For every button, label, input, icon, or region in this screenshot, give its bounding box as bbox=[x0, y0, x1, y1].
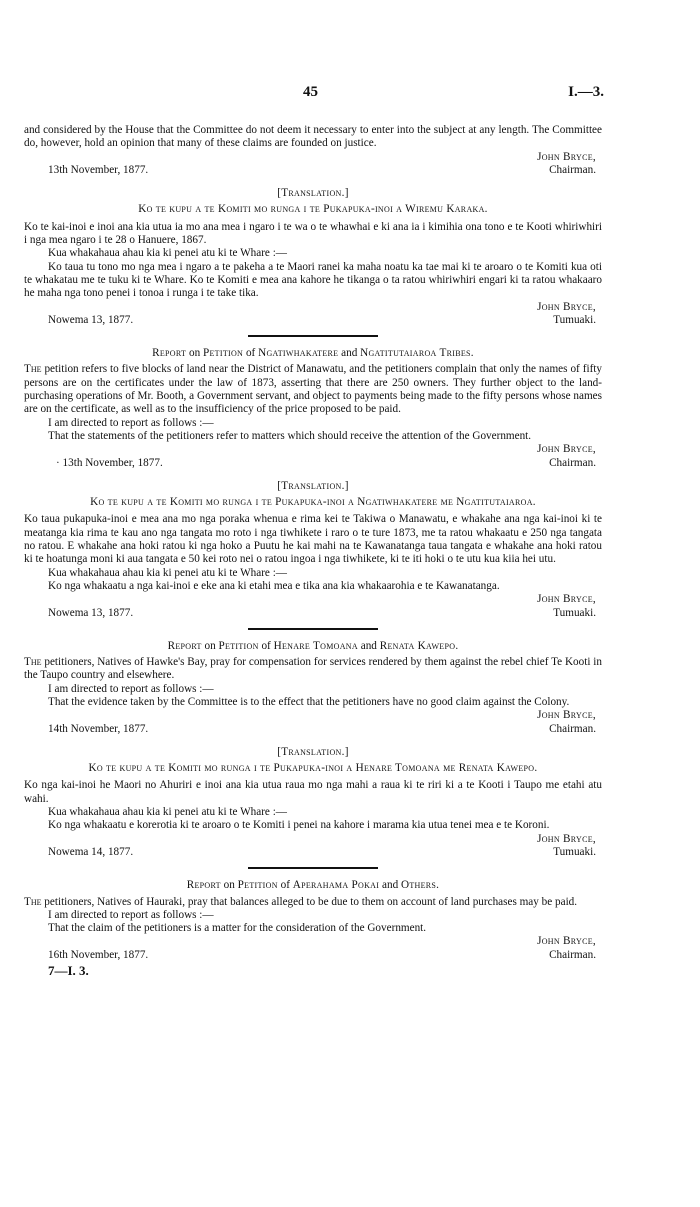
heading-names: Ngatitutaiaroa Tribes. bbox=[360, 347, 474, 360]
signer-name: John Bryce, bbox=[537, 832, 596, 845]
paragraph: Kua whakahaua ahau kia ki penei atu ki te Whare :— bbox=[48, 806, 287, 819]
date: 14th November, 1877. bbox=[48, 722, 149, 735]
heading-word: of bbox=[280, 879, 290, 892]
date-line bbox=[24, 607, 602, 620]
signature-block bbox=[24, 935, 602, 948]
signature-block bbox=[24, 301, 602, 314]
date-line bbox=[24, 723, 602, 736]
paragraph bbox=[24, 896, 602, 909]
signer-role: Chairman. bbox=[549, 456, 596, 469]
section-divider bbox=[248, 867, 378, 869]
paragraph bbox=[24, 656, 602, 683]
document-reference: I.—3. bbox=[568, 84, 604, 100]
heading-word: of bbox=[245, 347, 256, 360]
signer-name: John Bryce, bbox=[537, 443, 596, 456]
signer-name: John Bryce, bbox=[537, 593, 596, 606]
heading-word: Report bbox=[152, 347, 187, 360]
signer-role: Tumuaki. bbox=[553, 606, 596, 619]
date-line bbox=[24, 164, 602, 177]
paragraph: Ko te kai-inoi e inoi ana kia utua ia mo ana mea i ngaro i te wa o te whawhai e ki ana ia i kimihia ona tono e te Kooti whiriwhiri i nga mea ngaro i te 28 o Hanuere, 1867. bbox=[24, 220, 602, 247]
heading-word: Report bbox=[167, 639, 202, 652]
paragraph: I am directed to report as follows :— bbox=[48, 416, 214, 429]
date: 16th November, 1877. bbox=[48, 948, 149, 961]
paragraph-text: petitioners, Natives of Hauraki, pray that balances alleged to be due to them on account of land purchases may be paid. bbox=[41, 895, 578, 908]
heading-names: Renata Kawepo. bbox=[379, 639, 459, 652]
section-heading: Ko te kupu a te Komiti mo runga i te Pukapuka-inoi a Wiremu Karaka. bbox=[138, 203, 488, 216]
heading-names: Henare Tomoana bbox=[273, 639, 358, 652]
heading-word: on bbox=[204, 639, 216, 652]
date-line bbox=[24, 949, 602, 962]
paragraph: Ko nga kai-inoi he Maori no Ahuriri e inoi ana kia utua raua mo nga mahi a raua ki te riri ki a te Kooti i Taupo me etahi atu wahi. bbox=[24, 779, 602, 805]
lead-word: The bbox=[24, 363, 42, 376]
paragraph: I am directed to report as follows :— bbox=[48, 682, 214, 695]
signature-block bbox=[24, 709, 602, 722]
signer-role: Chairman. bbox=[549, 948, 596, 961]
date: Nowema 14, 1877. bbox=[48, 845, 134, 858]
signature-mark: 7—I. 3. bbox=[48, 963, 89, 979]
lead-word: The bbox=[24, 895, 42, 908]
translation-label: [Translation.] bbox=[277, 479, 349, 492]
paragraph: Ko nga whakaatu e korerotia ki te aroaro o te Komiti i penei na kahore i marama kia utua tenei mea e te Koroni. bbox=[48, 819, 550, 832]
section-heading bbox=[24, 879, 602, 892]
date-line bbox=[24, 314, 602, 327]
date: Nowema 13, 1877. bbox=[48, 606, 134, 619]
paragraph bbox=[24, 363, 602, 416]
paragraph-text: petition refers to five blocks of land near the District of Manawatu, and the petitioners complain that only the names of fifty persons are on the certificates under the law of 1873, asserting that there are 250 owners. They further object to the land-purchasing operations of Mr. Booth, a Government servant, and object to payments being made to the fifty persons whose names are on the certificate, as well as to the insufficiency of the price proposed to be paid. bbox=[24, 363, 602, 416]
heading-names: Ngatiwhakatere bbox=[258, 347, 339, 360]
signer-name: John Bryce, bbox=[537, 300, 596, 313]
section-heading: Ko te kupu a te Komiti mo runga i te Pukapuka-inoi a Ngatiwhakatere me Ngatitutaiaroa. bbox=[90, 496, 536, 509]
translation-label: [Translation.] bbox=[277, 187, 349, 200]
signer-role: Tumuaki. bbox=[553, 845, 596, 858]
heading-word: Report bbox=[186, 879, 221, 892]
translation-label: [Translation.] bbox=[277, 745, 349, 758]
heading-names: Aperahama Pokai bbox=[292, 879, 380, 892]
heading-word: Petition bbox=[202, 347, 244, 360]
paragraph: Ko taua tu tono mo nga mea i ngaro a te pakeha a te Maori ranei ka maha noatu ka tae mai ki te aroaro o te Komiti kua oti te whakatau me te tuku ki te Whare. Ko te Komiti e mea ana kahore he tikanga o ta ratou whiriwhiri engari ki ta ratou whakaaro he maha nga tono penei i tonoa i runga i te take tika. bbox=[24, 260, 602, 300]
signer-role: Chairman. bbox=[549, 722, 596, 735]
paragraph: That the evidence taken by the Committee is to the effect that the petitioners have no good claim against the Colony. bbox=[48, 695, 570, 708]
section-divider bbox=[248, 628, 378, 630]
signature-block bbox=[24, 833, 602, 846]
signer-name: John Bryce, bbox=[537, 935, 596, 948]
signature-block bbox=[24, 593, 602, 606]
paragraph: That the statements of the petitioners refer to matters which should receive the attention of the Government. bbox=[48, 429, 532, 442]
page-number: 45 bbox=[303, 84, 318, 100]
paragraph: Ko nga whakaatu a nga kai-inoi e eke ana ki etahi mea e tika ana kia whakaarohia e te Kawanatanga. bbox=[48, 579, 500, 592]
date: Nowema 13, 1877. bbox=[48, 313, 134, 326]
paragraph-text: petitioners, Natives of Hawke's Bay, pray for compensation for services rendered by them against the rebel chief Te Kooti in the Taupo country and elsewhere. bbox=[24, 656, 602, 682]
date: · 13th November, 1877. bbox=[56, 456, 163, 469]
signer-role: Tumuaki. bbox=[553, 313, 596, 326]
date-line bbox=[24, 846, 602, 859]
section-heading bbox=[24, 640, 602, 653]
lead-word: The bbox=[24, 656, 42, 669]
heading-word: on bbox=[188, 347, 201, 360]
heading-names: Others. bbox=[400, 879, 440, 892]
date: 13th November, 1877. bbox=[48, 163, 149, 176]
heading-word: Petition bbox=[237, 879, 278, 892]
heading-word: on bbox=[223, 879, 235, 892]
paragraph: Kua whakahaua ahau kia ki penei atu ki te Whare :— bbox=[48, 247, 287, 260]
date-line bbox=[24, 457, 602, 470]
heading-word: of bbox=[261, 639, 271, 652]
document-page bbox=[24, 124, 602, 977]
section-heading: Ko te kupu a te Komiti mo runga i te Pukapuka-inoi a Henare Tomoana me Renata Kawepo. bbox=[88, 762, 538, 775]
signature-block bbox=[24, 443, 602, 456]
section-divider bbox=[248, 335, 378, 337]
section-heading bbox=[24, 347, 602, 360]
heading-word: and bbox=[360, 639, 377, 652]
signer-name: John Bryce, bbox=[537, 709, 596, 722]
heading-word: Petition bbox=[218, 639, 259, 652]
paragraph: and considered by the House that the Committee do not deem it necessary to enter into the subject at any length. The Committee do, however, hold an opinion that many of these claims are founded on justice. bbox=[24, 124, 602, 150]
heading-word: and bbox=[341, 347, 358, 360]
signer-role: Chairman. bbox=[549, 163, 596, 176]
signature-block bbox=[24, 151, 602, 164]
heading-word: and bbox=[382, 879, 399, 892]
paragraph: Kua whakahaua ahau kia ki penei atu ki te Whare :— bbox=[48, 566, 287, 579]
paragraph: That the claim of the petitioners is a matter for the consideration of the Government. bbox=[48, 922, 427, 935]
paragraph: Ko taua pukapuka-inoi e mea ana mo nga poraka whenua e rima kei te Takiwa o Manawatu, e whakahe ana nga kai-inoi ki te meatanga kia rima te kau ano nga tangata mo roto i nga tiwhikete i raro o te ture 1873, me ta ratou whakaatu e 250 nga tangata no ratou. E whakahe ana hoki ratou ki nga hoko a Puutu he kai mahi na te Kawanatanga taua tangata e whakahe ana hoki ratou ki te hoatunga moni ki aua tangata e 50 kei roto nei o ratou ingoa i nga tiwhikete, ki te iti hoki o te utu kua kiia hei utu. bbox=[24, 513, 602, 566]
signer-name: John Bryce, bbox=[537, 150, 596, 163]
paragraph: I am directed to report as follows :— bbox=[48, 908, 214, 921]
